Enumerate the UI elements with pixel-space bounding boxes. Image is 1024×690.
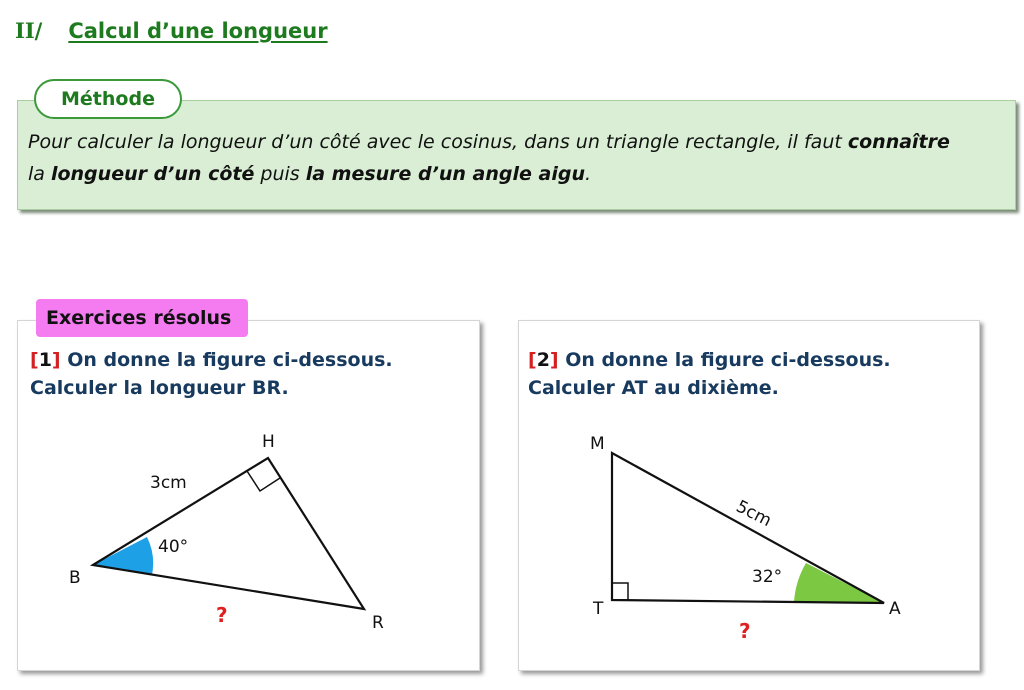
exercise-1-bracket-close: ] [51, 349, 61, 371]
exercise-2-line-2: Calculer AT au dixième. [528, 377, 779, 399]
exercise-2-number: 2 [536, 349, 550, 371]
vertex-h-label: H [262, 432, 275, 452]
side-ma-label: 5cm [732, 496, 775, 532]
unknown-br-mark: ? [216, 603, 228, 627]
method-text-part: la [28, 163, 51, 185]
unknown-at-mark: ? [739, 619, 751, 643]
right-angle-t [612, 583, 628, 600]
vertex-b-label: B [69, 568, 81, 588]
vertex-r-label: R [372, 613, 384, 633]
angle-a-label: 32° [752, 567, 783, 587]
method-badge: Méthode [34, 79, 182, 119]
method-text-part: . [584, 163, 592, 185]
right-angle-h [247, 471, 280, 491]
exercise-1-line-1: On donne la figure ci-dessous. [60, 349, 393, 371]
vertex-m-label: M [590, 434, 605, 454]
method-text-part: Pour calculer la longueur d’un côté avec le cosinus, dans un triangle rectangle, il faut [28, 131, 848, 153]
exercise-1-line-2: Calculer la longueur BR. [30, 377, 289, 399]
exercise-1-bracket-open: [ [30, 349, 39, 371]
method-bold-know: connaître [847, 131, 950, 153]
vertex-a-label: A [889, 599, 901, 619]
method-bold-side: longueur d’un côté [50, 163, 255, 185]
side-bh-label: 3cm [150, 473, 187, 493]
section-number: II/ [15, 18, 43, 43]
exercise-2-line-1: On donne la figure ci-dessous. [558, 349, 891, 371]
exercise-2-bracket-close: ] [549, 349, 559, 371]
solved-exercises-tag: Exercices résolus [36, 299, 248, 337]
angle-b-label: 40° [158, 537, 189, 557]
triangle-mta [612, 453, 884, 603]
triangle-bhr [93, 458, 364, 609]
section-title: Calcul d’une longueur [68, 19, 328, 43]
method-bold-angle: la mesure d’un angle aigu [305, 163, 585, 185]
exercise-2-bracket-open: [ [528, 349, 537, 371]
vertex-t-label: T [593, 599, 604, 619]
angle-a-marker [794, 563, 884, 603]
exercise-1-number: 1 [38, 349, 52, 371]
method-text-part: puis [254, 163, 306, 185]
